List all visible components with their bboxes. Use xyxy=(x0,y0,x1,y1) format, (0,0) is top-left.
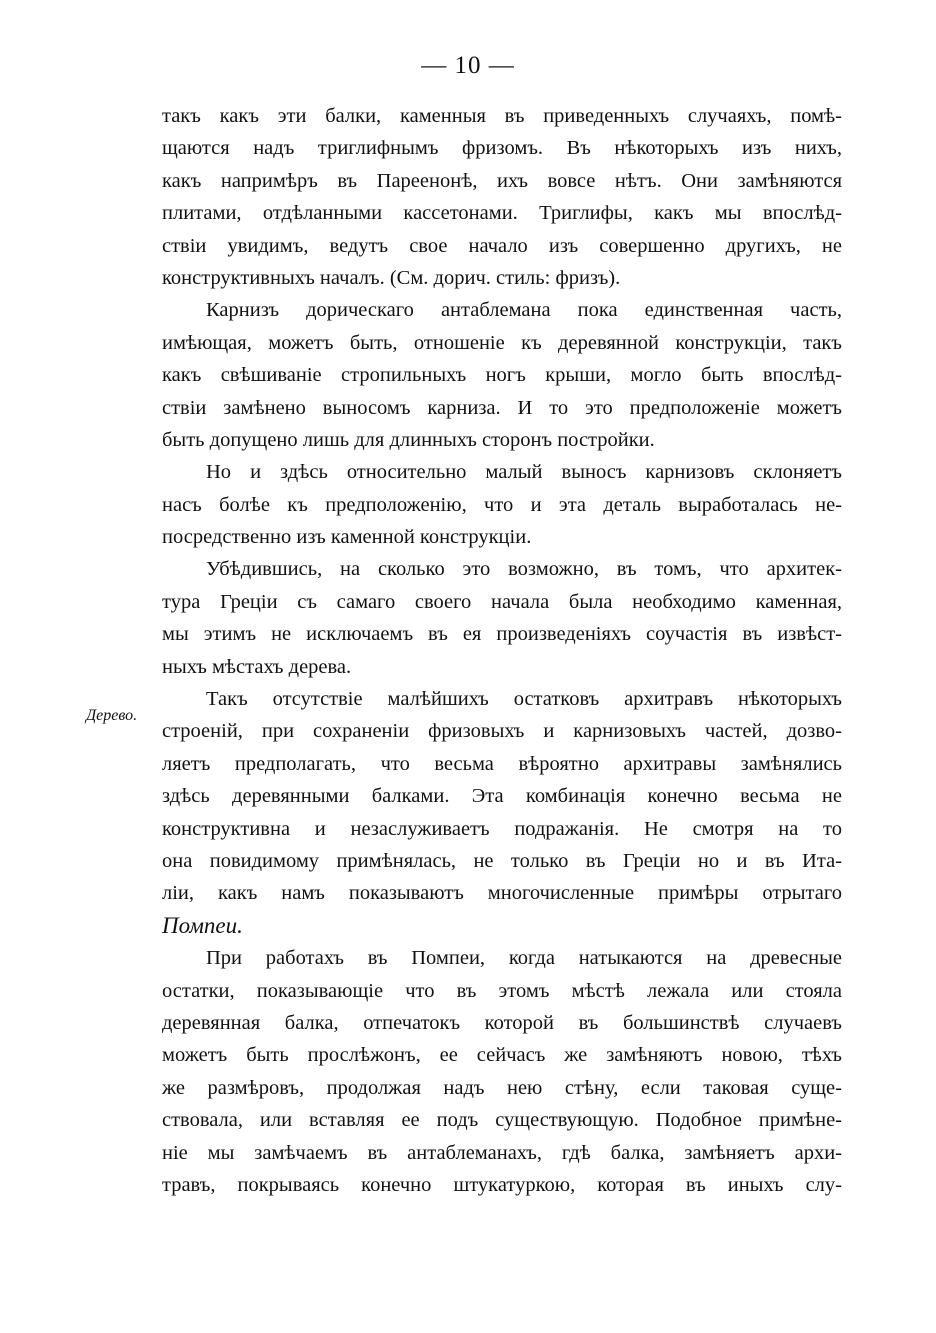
text-line: Такъ отсутствіе малѣйшихъ остатковъ архитравъ нѣкоторыхъ xyxy=(206,688,842,711)
text-line: ніе мы замѣчаемъ въ антаблеманахъ, гдѣ балка, замѣняетъ архи- xyxy=(162,1141,842,1164)
body-text xyxy=(162,100,842,1201)
text-line: деревянная балка, отпечатокъ которой въ большинствѣ случаевъ xyxy=(162,1011,842,1034)
text-line: какъ напримѣръ въ Пареенонѣ, ихъ вовсе нѣтъ. Они замѣняются xyxy=(162,169,842,192)
text-line: мы этимъ не исключаемъ въ ея произведеніяхъ соучастія въ извѣст- xyxy=(162,623,842,646)
text-line: какъ свѣшиваніе стропильныхъ ногъ крыши, могло быть впослѣд- xyxy=(162,364,842,387)
text-line: же размѣровъ, продолжая надъ нею стѣну, если таковая суще- xyxy=(162,1076,842,1099)
text-line: Убѣдившись, на сколько это возможно, въ томъ, что архитек- xyxy=(206,558,842,581)
text-line: имѣющая, можетъ быть, отношеніе къ деревянной конструкціи, такъ xyxy=(162,331,842,354)
text-line: ствіи увидимъ, ведутъ свое начало изъ совершенно другихъ, не xyxy=(162,234,842,257)
text-line: травъ, покрываясь конечно штукатуркою, которая въ иныхъ слу- xyxy=(162,1173,842,1196)
text-line: насъ болѣе къ предположенію, что и эта деталь выработалась не- xyxy=(162,493,842,516)
text-line: конструктивна и незаслуживаетъ подражанія. Не смотря на то xyxy=(162,817,842,840)
text-line: она повидимому примѣнялась, не только въ Греціи но и въ Ита- xyxy=(162,849,842,872)
text-line: При работахъ въ Помпеи, когда натыкаются на древесные xyxy=(206,947,842,970)
text-line: ныхъ мѣстахъ дерева. xyxy=(162,655,352,678)
page-number: — 10 — xyxy=(421,52,515,79)
text-line: остатки, показывающіе что въ этомъ мѣстѣ лежала или стояла xyxy=(162,979,842,1002)
text-line-italic: Помпеи. xyxy=(162,912,243,938)
text-line: плитами, отдѣланными кассетонами. Триглифы, какъ мы впослѣд- xyxy=(162,202,842,225)
text-line: ліи, какъ намъ показываютъ многочисленные примѣры отрытаго xyxy=(162,882,842,905)
text-line: такъ какъ эти балки, каменныя въ приведенныхъ случаяхъ, помѣ- xyxy=(162,105,842,127)
margin-note-wood: Дерево. xyxy=(86,707,138,724)
text-line: посредственно изъ каменной конструкціи. xyxy=(162,526,532,549)
text-line: щаются надъ триглифнымъ фризомъ. Въ нѣкоторыхъ изъ нихъ, xyxy=(162,137,842,160)
text-line: Но и здѣсь относительно малый выносъ карнизовъ склоняетъ xyxy=(206,461,842,484)
text-line: быть допущено лишь для длинныхъ сторонъ постройки. xyxy=(162,428,655,451)
text-line: ляетъ предполагать, что весьма вѣроятно архитравы замѣнялись xyxy=(162,752,842,775)
text-line: конструктивныхъ началъ. (См. дорич. стиль: фризъ). xyxy=(162,266,621,289)
text-line: строеній, при сохраненіи фризовыхъ и карнизовыхъ частей, дозво- xyxy=(162,720,842,743)
text-line: можетъ быть прослѣжонъ, ее сейчасъ же замѣняютъ новою, тѣхъ xyxy=(162,1044,842,1067)
text-line: ствовала, или вставляя ее подъ существующую. Подобное примѣне- xyxy=(162,1109,842,1132)
text-line: ствіи замѣнено выносомъ карниза. И то это предположеніе можетъ xyxy=(162,396,842,419)
text-line: Карнизъ дорическаго антаблемана пока единственная часть, xyxy=(206,299,842,322)
text-line: здѣсь деревянными балками. Эта комбинація конечно весьма не xyxy=(162,785,842,808)
text-line: тура Греціи съ самаго своего начала была необходимо каменная, xyxy=(162,590,842,613)
